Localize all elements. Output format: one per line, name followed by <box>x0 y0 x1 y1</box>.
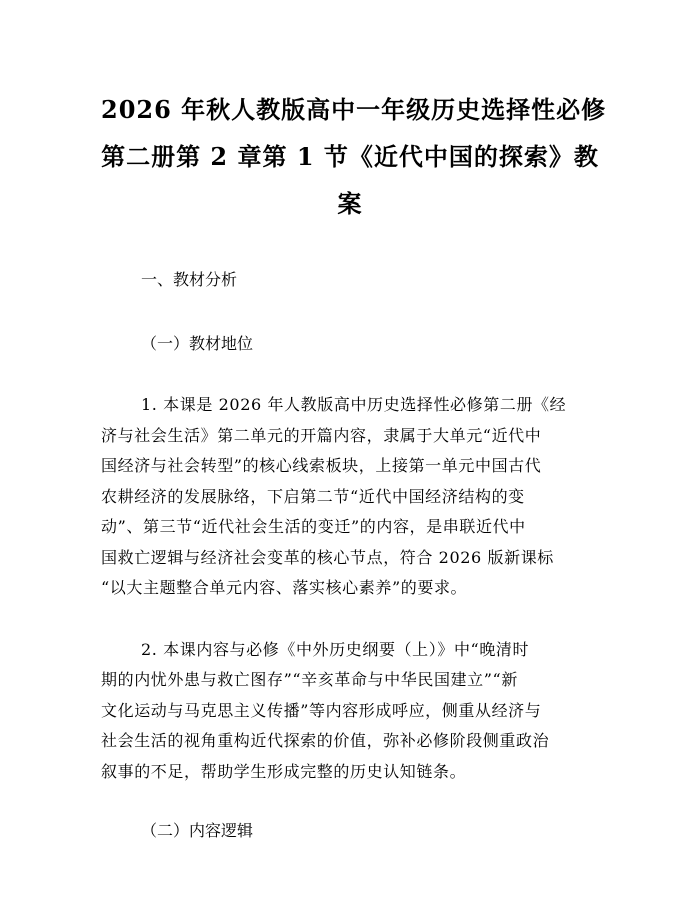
title-line: 第二册第 2 章第 1 节《近代中国的探索》教 <box>101 142 599 171</box>
title-line: 2026 年秋人教版高中一年级历史选择性必修 <box>101 95 607 124</box>
paragraph-line: 国经济与社会转型”的核心线索板块，上接第一单元中国古代 <box>101 456 542 475</box>
paragraph-line: 2. 本课内容与必修《中外历史纲要（上）》中“晚清时 <box>141 639 530 659</box>
paragraph-1 <box>101 390 599 604</box>
paragraph-2 <box>101 635 599 788</box>
paragraph-line: 社会生活的视角重构近代探索的价值，弥补必修阶段侧重政治 <box>101 731 550 750</box>
paragraph-line: 国救亡逻辑与经济社会变革的核心节点，符合 2026 版新课标 <box>101 547 554 567</box>
document-title <box>101 86 607 227</box>
paragraph-line: 1. 本课是 2026 年人教版高中历史选择性必修第二册《经 <box>141 395 567 414</box>
paragraph-line: 文化运动与马克思主义传播”等内容形成呼应，侧重从经济与 <box>101 700 542 720</box>
paragraph-line: 济与社会生活》第二单元的开篇内容，隶属于大单元“近代中 <box>101 425 542 445</box>
title-line: 案 <box>337 189 363 218</box>
subsection-heading-textbook-position: （一）教材地位 <box>141 334 254 353</box>
paragraph-line: “以大主题整合单元内容、落实核心素养”的要求。 <box>101 578 468 597</box>
paragraph-line: 农耕经济的发展脉络，下启第二节“近代中国经济结构的变 <box>101 486 525 506</box>
subsection-heading-content-logic: （二）内容逻辑 <box>141 821 254 840</box>
section-heading-textbook-analysis: 一、教材分析 <box>141 270 238 289</box>
paragraph-line: 期的内忧外患与救亡图存”“辛亥革命与中华民国建立”“新 <box>101 670 518 689</box>
paragraph-line: 叙事的不足，帮助学生形成完整的历史认知链条。 <box>101 761 467 781</box>
paragraph-line: 动”、第三节“近代社会生活的变迁”的内容，是串联近代中 <box>101 517 526 536</box>
